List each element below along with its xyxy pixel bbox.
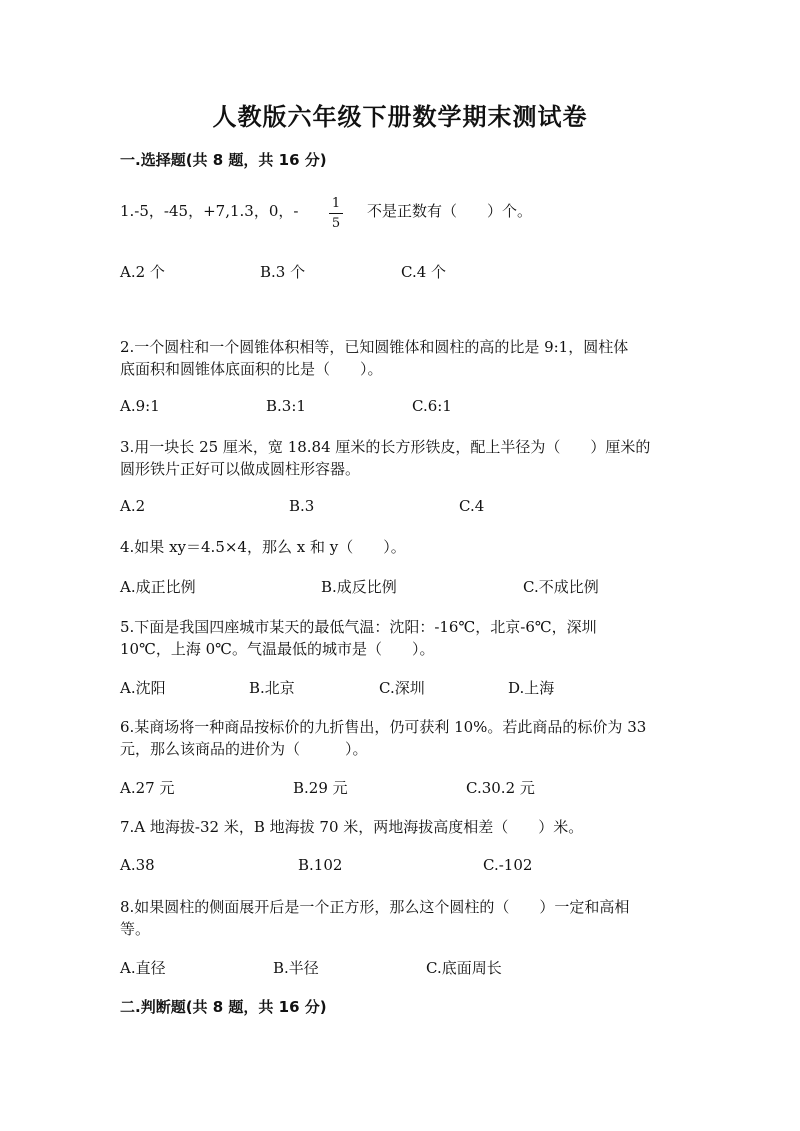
option-c[interactable]: C.底面周长 (426, 959, 502, 977)
option-c[interactable]: C.-102 (483, 856, 533, 874)
option-b[interactable]: B.3 个 (260, 263, 306, 281)
option-b[interactable]: B.3:1 (266, 397, 306, 415)
option-b[interactable]: B.102 (298, 856, 343, 874)
question-text-line: 4.如果 xy＝4.5×4，那么 x 和 y（ ）。 (120, 538, 406, 556)
option-c[interactable]: C.30.2 元 (466, 779, 535, 797)
fraction-denominator: 5 (331, 216, 341, 231)
option-a[interactable]: A.沈阳 (120, 679, 166, 697)
option-a[interactable]: A.2 (120, 497, 146, 515)
fraction-bar (329, 213, 343, 214)
fraction (329, 197, 343, 230)
option-a[interactable]: A.9:1 (120, 397, 160, 415)
question-text-line: 7.A 地海拔-32 米，B 地海拔 70 米，两地海拔高度相差（ ）米。 (120, 818, 584, 836)
option-b[interactable]: B.29 元 (293, 779, 348, 797)
page-title: 人教版六年级下册数学期末测试卷 (212, 102, 588, 131)
option-a[interactable]: A.2 个 (120, 263, 165, 281)
question-text-part: 不是正数有（ ）个。 (367, 202, 533, 220)
question-text-line: 元，那么该商品的进价为（ ）。 (120, 740, 368, 758)
question-text-line: 等。 (120, 920, 151, 938)
option-c[interactable]: C.6:1 (412, 397, 452, 415)
question-text-line: 圆形铁片正好可以做成圆柱形容器。 (120, 460, 361, 478)
question-text-line: 8.如果圆柱的侧面展开后是一个正方形，那么这个圆柱的（ ）一定和高相 (120, 898, 630, 916)
option-a[interactable]: A.38 (120, 856, 155, 874)
option-a[interactable]: A.直径 (120, 959, 166, 977)
question-text-part: 1.-5，-45，+7,1.3，0，- (120, 202, 299, 220)
option-b[interactable]: B.成反比例 (321, 578, 397, 596)
option-b[interactable]: B.3 (289, 497, 315, 515)
question-text-line: 10℃，上海 0℃。气温最低的城市是（ ）。 (120, 640, 435, 658)
section-heading-choice: 一.选择题(共 8 题，共 16 分) (120, 151, 327, 169)
option-b[interactable]: B.北京 (249, 679, 295, 697)
question-text-line: 5.下面是我国四座城市某天的最低气温：沈阳：-16℃，北京-6℃，深圳 (120, 618, 597, 636)
option-c[interactable]: C.不成比例 (523, 578, 599, 596)
question-text-line: 2.一个圆柱和一个圆锥体积相等，已知圆锥体和圆柱的高的比是 9:1，圆柱体 (120, 338, 629, 356)
section-heading-judgment: 二.判断题(共 8 题，共 16 分) (120, 998, 327, 1016)
question-text-line: 6.某商场将一种商品按标价的九折售出，仍可获利 10%。若此商品的标价为 33 (120, 718, 647, 736)
option-c[interactable]: C.4 个 (401, 263, 447, 281)
option-b[interactable]: B.半径 (273, 959, 319, 977)
option-d[interactable]: D.上海 (508, 679, 555, 697)
question-text-line: 3.用一块长 25 厘米，宽 18.84 厘米的长方形铁皮，配上半径为（ ）厘米的 (120, 438, 651, 456)
fraction-numerator: 1 (331, 196, 341, 211)
question-text-line: 底面积和圆锥体底面积的比是（ ）。 (120, 360, 383, 378)
option-a[interactable]: A.27 元 (120, 779, 175, 797)
option-c[interactable]: C.深圳 (379, 679, 425, 697)
option-c[interactable]: C.4 (459, 497, 485, 515)
question-text (367, 200, 667, 222)
option-a[interactable]: A.成正比例 (120, 578, 196, 596)
